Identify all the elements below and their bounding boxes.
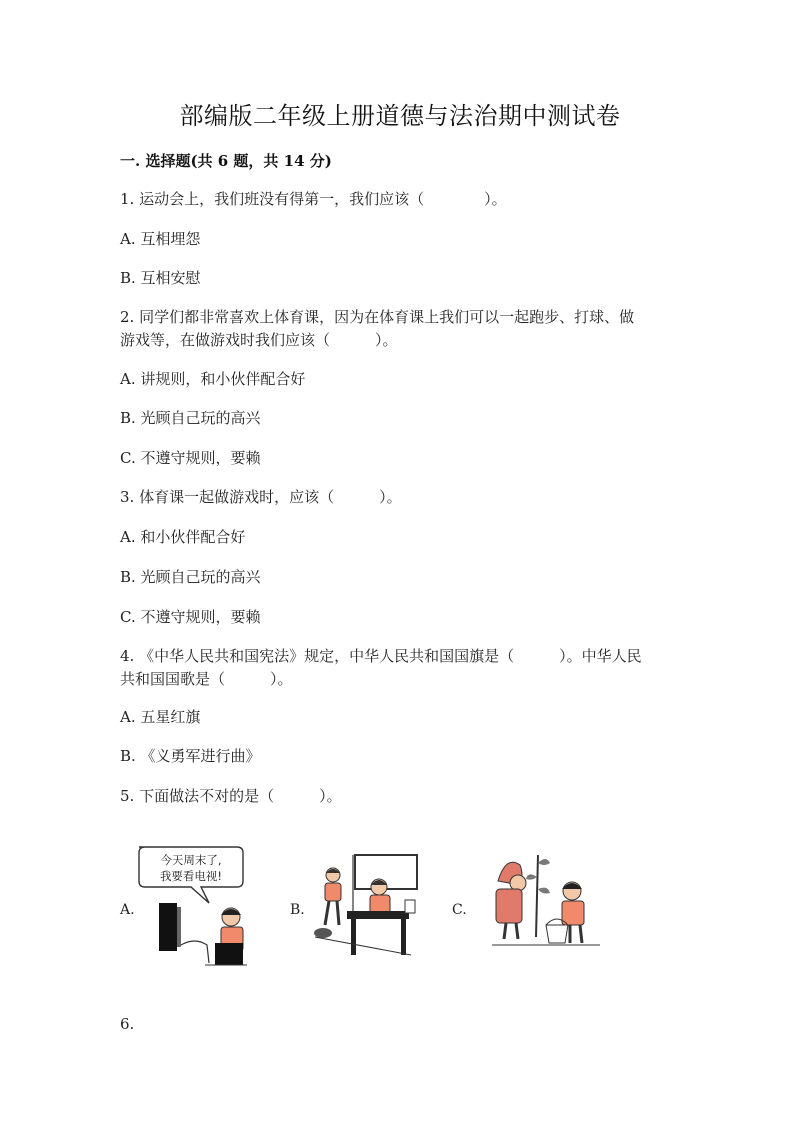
picture-a-watching-tv <box>135 845 250 970</box>
question-1-option-b: B. 互相安慰 <box>120 269 201 287</box>
chair <box>215 943 243 965</box>
picture-option-c-label: C. <box>452 902 467 918</box>
sapling <box>536 855 538 937</box>
question-3-option-c: C. 不遵守规则，要赖 <box>120 608 261 626</box>
question-5-text: 5. 下面做法不对的是（ ）。 <box>120 787 342 805</box>
question-6-text: 6. <box>120 1015 135 1033</box>
speech-bubble-line2: 我要看电视! <box>159 869 223 883</box>
question-4-text-line1: 4. 《中华人民共和国宪法》规定，中华人民共和国国旗是（ ）。中华人民 <box>120 647 642 665</box>
question-2-option-b: B. 光顾自己玩的高兴 <box>120 409 261 427</box>
question-3-text: 3. 体育课一起做游戏时，应该（ ）。 <box>120 488 402 506</box>
picture-option-a-label: A. <box>120 902 135 918</box>
question-2-option-a: A. 讲规则，和小伙伴配合好 <box>120 370 306 388</box>
question-3-option-a: A. 和小伙伴配合好 <box>120 528 246 546</box>
question-4-text-line2: 共和国国歌是（ ）。 <box>120 670 293 688</box>
picture-b-cleaning <box>305 845 420 963</box>
question-2-text-line1: 2. 同学们都非常喜欢上体育课，因为在体育课上我们可以一起跑步、打球、做 <box>120 308 635 326</box>
page-title: 部编版二年级上册道德与法治期中测试卷 <box>179 102 621 130</box>
picture-option-b-label: B. <box>290 902 305 918</box>
picture-c-planting <box>490 845 605 950</box>
question-2-text-line2: 游戏等，在做游戏时我们应该（ ）。 <box>120 331 398 349</box>
desk <box>347 911 409 919</box>
question-3-option-b: B. 光顾自己玩的高兴 <box>120 568 261 586</box>
section-heading: 一. 选择题(共 6 题，共 14 分) <box>120 152 332 170</box>
question-1-option-a: A. 互相埋怨 <box>120 230 201 248</box>
question-4-option-b: B. 《义勇军进行曲》 <box>120 747 261 765</box>
bucket <box>546 925 568 943</box>
tv-set <box>159 903 177 951</box>
question-1-text: 1. 运动会上，我们班没有得第一，我们应该（ ）。 <box>120 190 507 208</box>
question-2-option-c: C. 不遵守规则，要赖 <box>120 449 261 467</box>
question-4-option-a: A. 五星红旗 <box>120 708 201 726</box>
speech-bubble-line1: 今天周末了, <box>160 853 222 867</box>
